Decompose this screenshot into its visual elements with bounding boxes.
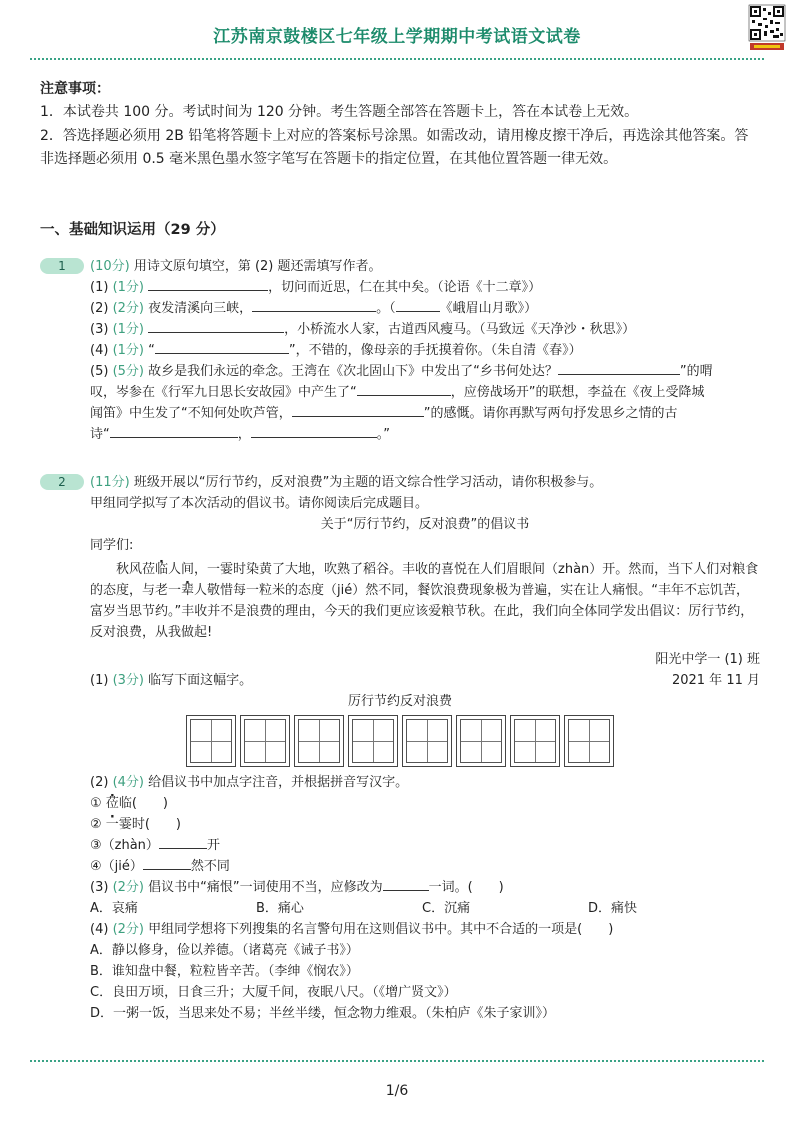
page-title: 江苏南京鼓楼区七年级上学期期中考试语文试卷 [213,27,581,47]
question-intro: 甲组同学拟写了本次活动的倡议书。请你阅读后完成题目。 [90,496,429,511]
notes-item: 2．答选择题必须用 2B 铅笔将答题卡上对应的答案标号涂黑。如需改动，请用橡皮擦干净后，再选涂其他答案。答非选择题必须用 0.5 毫米黑色墨水签字笔写在答题卡的指定位置，在其他位置答题一律无效。 [40,127,749,167]
grid-cell[interactable] [402,715,452,767]
fill-item-cont: 闻笛》中生发了“不知何处吹芦管， ”的感慨。请你再默写两句抒发思乡之情的古 [90,406,678,421]
exam-notes [40,78,760,172]
grid-cell[interactable] [240,715,290,767]
answer-blank[interactable] [148,278,268,291]
score-label: (11分) [90,475,130,490]
option-a[interactable]: A．哀痛 [90,901,138,916]
fill-item: (4) (1分) “ ”，不错的，像母亲的手抚摸着你。（朱自清《春》） [90,343,582,358]
answer-blank[interactable] [357,383,451,396]
header-divider [30,58,764,60]
qr-code-icon [748,4,786,52]
question-number-badge: 2 [40,474,84,490]
sub-question-text: 临写下面这幅字。 [148,673,253,688]
option-a[interactable]: A．静以修身，俭以养德。（诸葛亮《诫子书》） [90,943,359,958]
fill-item: (5) (5分) 故乡是我们永远的牵念。王湾在《次北固山下》中发出了“乡书何处达？ ”的喟 [90,364,713,379]
option-d[interactable]: D．一粥一饭，当思来处不易；半丝半缕，恒念物力维艰。（朱柏庐《朱子家训》） [90,1006,556,1021]
pinyin-item: ④（jié） 然不同 [90,859,230,874]
question-1 [40,256,760,445]
pinyin-item: ① 莅临( ) [90,796,168,811]
footer-divider [30,1060,764,1062]
fill-item: (1) (1分) ，切问而近思，仁在其中矣。（论语《十二章》） [90,280,542,295]
grid-cell[interactable] [294,715,344,767]
answer-blank[interactable] [155,341,289,354]
question-stem: 用诗文原句填空，第 (2) 题还需填写作者。 [133,259,382,274]
answer-blank[interactable] [396,299,440,312]
writing-grid[interactable] [40,715,760,767]
letter-title: 关于“厉行节约，反对浪费”的倡议书 [320,517,530,532]
pinyin-item: ② 一霎时( ) [90,817,181,832]
answer-blank[interactable] [110,425,238,438]
grid-cell[interactable] [348,715,398,767]
option-c[interactable]: C．沉痛 [422,901,471,916]
letter-date: 2021 年 11 月 [671,673,760,688]
answer-blank[interactable] [143,857,191,870]
fill-item: (3) (1分) ，小桥流水人家，古道西风瘦马。（马致远《天净沙・秋思》） [90,322,636,337]
notes-item: 1．本试卷共 100 分。考试时间为 120 分钟。考生答题全部答在答题卡上，答在本试卷上无效。 [40,104,639,120]
answer-blank[interactable] [148,320,284,333]
sub-question-text: 给倡议书中加点字注音，并根据拼音写汉字。 [148,775,409,790]
fill-item-cont: 叹，岑参在《行军九日思长安故园》中产生了“ ，应傍战场开”的联想，李益在《夜上受降城 [90,385,705,400]
pinyin-item: ③（zhàn） 开 [90,838,220,853]
score-label: (10分) [90,259,130,274]
answer-blank[interactable] [252,299,376,312]
sub-question-text: 甲组同学想将下列搜集的名言警句用在这则倡议书中。其中不合适的一项是( ) [148,922,614,937]
letter-body: 秋风莅临人间，一霎时染黄了大地，吹熟了稻谷。丰收的喜悦在人们眉眼间（zhàn）开。然而，当下人们对粮食的态度，与老一辈人敬惜每一粒米的态度（jié）然不同，餐饮浪费现象极为普遍，实在让人痛恨。“丰年不忘饥苦，富岁当思节约。”丰收并不是浪费的理由，今天的我们更应该爱粮节秋。在此，我们向全体同学发出倡议：厉行节约，反对浪费，从我做起! [90,562,759,640]
grid-cell[interactable] [186,715,236,767]
option-b[interactable]: B．谁知盘中餐，粒粒皆辛苦。（李绅《悯农》） [90,964,359,979]
letter-salutation: 同学们: [90,538,134,553]
answer-blank[interactable] [292,404,424,417]
notes-heading: 注意事项： [40,81,110,97]
option-c[interactable]: C．良田万顷，日食三升；大厦千间，夜眠八尺。（《增广贤文》） [90,985,457,1000]
answer-blank[interactable] [558,362,680,375]
answer-blank[interactable] [159,836,207,849]
grid-cell[interactable] [510,715,560,767]
fill-item-cont: 诗“ ， 。” [90,427,391,442]
letter-signature: 阳光中学一 (1) 班 [655,652,760,667]
answer-blank[interactable] [251,425,377,438]
question-number-badge: 1 [40,258,84,274]
calligraphy-sample: 厉行节约反对浪费 [347,694,452,709]
page-number: 1/6 [385,1083,409,1099]
question-2: 2 (11分) 班级开展以“厉行节约，反对浪费”为主题的语文综合性学习活动，请你积极参与。 甲组同学拟写了本次活动的倡议书。请你阅读后完成题目。 关于“厉行节约，反对浪费”的倡议书 同学们: 秋风莅临人间，一霎时染黄了大地，吹熟了稻谷。丰收的喜悦在人们眉眼间（zhàn）开。然而，当下人们对粮食的态度，与老一辈人敬惜每一粒米的态度（jié）然不同，餐饮浪费现象极为普遍，实在让人痛恨。“丰年不忘饥苦，富岁当思节约。”丰收并不是浪费的理由，今天的我们更应该爱粮节秋。在此，我们向全体同学发出倡议：厉行节约，反对浪费，从我做起! 阳光中学一 (1) 班 (1) (3分) 临写下面这幅字。 2021 年 11 月 厉行节约反对浪费 (2) (4分) 给倡议书中加点字注音，并根据拼音写汉字。 ① 莅临( ) ② 一霎时( ) ③（zhàn） 开 ④（jié） 然不同 (3) (2分) 倡议书中“痛恨”一词使用不当，应修改为 一词。( ) A．哀痛 B．痛心 C．沉痛 D．痛快 (4) (2分) 甲组同学想将下列搜集的名言警句用在这则倡议书中。其中不合适的一项是( ) A．静以修身，俭以养德。（诸葛亮《诫子书》） B．谁知盘中餐，粒粒皆辛苦。（李绅《悯农》） C．良田万顷，日食三升；大厦千间，夜眠八尺。（《增广贤文》） D．一粥一饭，当思来处不易；半丝半缕，恒念物力维艰。（朱柏庐《朱子家训》） [40,472,760,1024]
answer-blank[interactable] [383,878,429,891]
grid-cell[interactable] [564,715,614,767]
question-stem: 班级开展以“厉行节约，反对浪费”为主题的语文综合性学习活动，请你积极参与。 [133,475,603,490]
fill-item: (2) (2分) 夜发清溪向三峡， 。（ 《峨眉山月歌》） [90,301,538,316]
choice-options [90,898,760,919]
option-b[interactable]: B．痛心 [256,901,304,916]
section-title: 一、基础知识运用（29 分） [40,222,225,238]
option-d[interactable]: D．痛快 [588,901,638,916]
grid-cell[interactable] [456,715,506,767]
